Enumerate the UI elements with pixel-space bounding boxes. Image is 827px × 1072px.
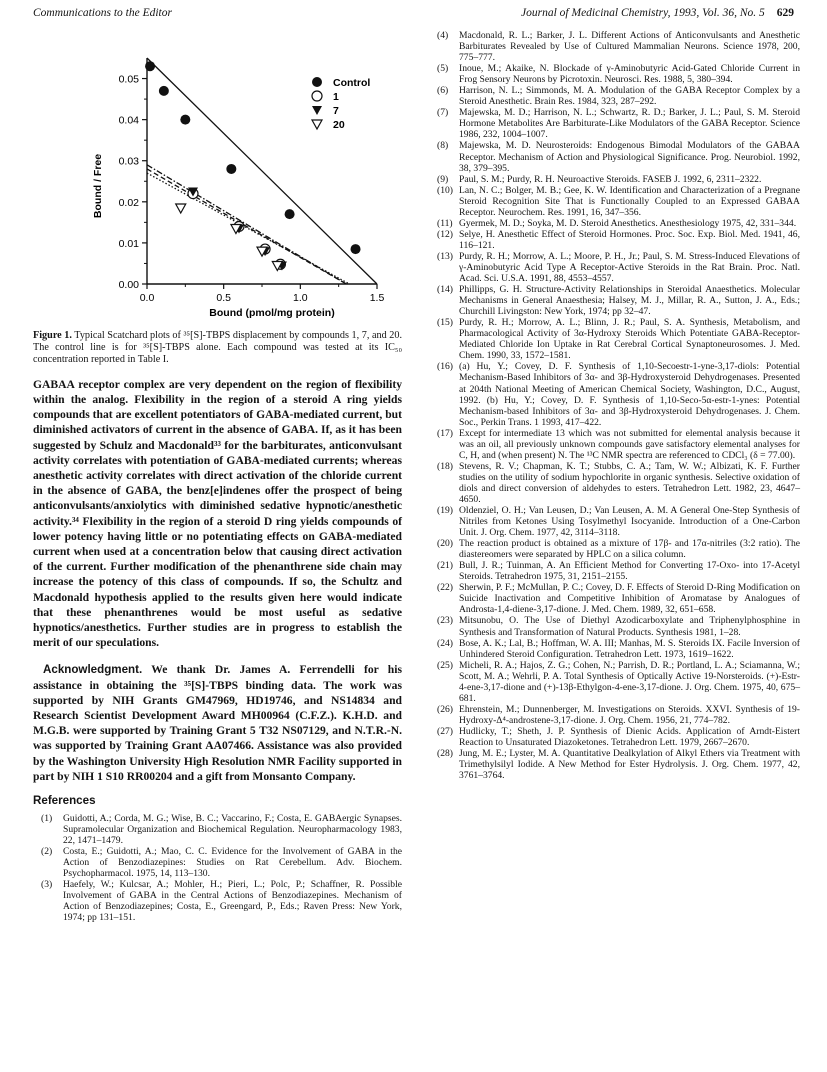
reference-number: (8) xyxy=(437,140,449,152)
reference-number: (16) xyxy=(437,361,453,373)
reference-text: Ehrenstein, M.; Dunnenberger, M. Investigations on Steroids. XXVI. Synthesis of 19-Hydroxy-Δ⁴-androstene-3,17-dione. J. Org. Chem. 1956, 21, 774–782. xyxy=(459,703,800,726)
reference-number: (17) xyxy=(437,427,453,439)
reference-item xyxy=(429,582,800,615)
reference-item xyxy=(33,879,402,923)
y-tick-label: 0.02 xyxy=(118,196,139,209)
reference-text: Oldenziel, O. H.; Van Leusen, D.; Van Leusen, A. M. A General One-Step Synthesis of Nitriles from Ketones Using Tosylmethyl Isocyanide. Introduction of a One-Carbon Unit. J. Org. Chem. 1977, 42, 3114–3118. xyxy=(459,505,800,539)
data-point-control xyxy=(180,115,190,125)
y-axis-label: Bound / Free xyxy=(92,153,104,219)
reference-text: Selye, H. Anesthetic Effect of Steroid Hormones. Proc. Soc. Exp. Biol. Med. 1941, 46, 116–121. xyxy=(459,228,800,251)
data-point-20 xyxy=(176,204,186,213)
legend-label-20: 20 xyxy=(333,119,345,131)
fit-line-20 xyxy=(147,173,349,284)
body-paragraph: GABAA receptor complex are very dependent on the region of flexibility within the analog. Flexibility in the region of a steroid A ring yields compounds that are excellent potentiators of GABA-mediated current, but diminished activators of current in the absence of GABA. If, as it has been suggested by Schulz and Macdonald³³ for the barbiturates, anticonvulsant activity correlates with potentiation of GABA-mediated currents; whereas anesthetic activity correlates with direct activation of the chloride current in the absence of GABA, the benz[e]indenes offer the prospect of being anticonvulsants/anxiolytics with diminished sedative hypnotic/anesthetic activity.³⁴ Flexibility in the region of a steroid D ring yields compounds of lower potency having little or no potentiating effects on GABA-mediated current when used at a concentration below that causing direct activation of the current. Further modification of the phenanthrene side chain may increase the potency of this class of compounds. If so, the Schultz and Macdonald hypothesis applied to the results given here would indicate that these phenanthrenes would be most useful as sedative hypnotics/anesthetics. Further studies are in progress to establish the merit of our speculations. xyxy=(33,377,402,650)
reference-item xyxy=(429,174,800,185)
legend-label-control: Control xyxy=(333,77,371,89)
figure-label: Figure 1. xyxy=(33,330,72,341)
caption-text: Typical Scatchard plots of ³⁵[S]-TBPS displacement by compounds 1, 7, and 20. The control line is for ³⁵[S]-TBPS alone. Each compound was tested at its IC₅₀ concentration reported in Table I. xyxy=(33,330,402,366)
reference-item xyxy=(33,813,402,846)
x-tick-label: 1.0 xyxy=(293,292,308,304)
reference-text: Stevens, R. V.; Chapman, K. T.; Stubbs, C. A.; Tam, W. W.; Albizati, K. F. Further studies on the utility of sodium hypochlorite in organic synthesis. Selective oxidation of diols and direct conversion of aldehydes to esters. Tetrahedron Lett. 1982, 23, 4647–4650. xyxy=(459,460,800,505)
x-tick-label: 0.0 xyxy=(139,292,155,304)
reference-item xyxy=(429,505,800,538)
reference-item xyxy=(429,218,800,229)
references-heading: References xyxy=(33,794,96,808)
legend-label-7: 7 xyxy=(333,105,339,117)
reference-item xyxy=(429,361,800,427)
legend-marker-20 xyxy=(312,120,322,129)
reference-number: (20) xyxy=(437,538,453,550)
page-number: 629 xyxy=(776,7,794,19)
y-tick-label: 0.04 xyxy=(118,114,139,127)
reference-item xyxy=(429,30,800,63)
reference-number: (27) xyxy=(437,725,453,737)
reference-text: Harrison, N. L.; Simmonds, M. A. Modulation of the GABA Receptor Complex by a Steroid Anesthetic. Brain Res. 1984, 323, 287–292. xyxy=(459,85,800,108)
reference-text: Paul, S. M.; Purdy, R. H. Neuroactive Steroids. FASEB J. 1992, 6, 2311–2322. xyxy=(459,173,762,185)
reference-number: (18) xyxy=(437,460,453,472)
reference-item xyxy=(429,140,800,173)
reference-text: Majewska, M. D. Neurosteroids: Endogenous Bimodal Modulators of the GABAA Receptor. Mechanism of Action and Physiological Significance. Prog. Neurobiol. 1992, 38, 379–395. xyxy=(459,140,800,174)
y-tick-label: 0.01 xyxy=(118,237,139,250)
reference-number: (24) xyxy=(437,637,453,649)
reference-number: (28) xyxy=(437,748,453,760)
y-tick-label: 0.05 xyxy=(118,73,139,86)
acknowledgment-heading: Acknowledgment. xyxy=(43,663,143,677)
reference-item xyxy=(429,284,800,317)
reference-number: (14) xyxy=(437,284,453,296)
reference-text: The reaction product is obtained as a mixture of 17β- and 17α-nitriles (3:2 ratio). The diastereomers were separated by HPLC on a silica column. xyxy=(459,538,800,561)
references-list-right xyxy=(429,30,800,781)
legend-marker-1 xyxy=(312,91,322,101)
reference-item xyxy=(429,428,800,461)
journal-name: Journal of Medicinal Chemistry, 1993, Vol. 36, No. 5 xyxy=(521,7,765,19)
running-header xyxy=(33,7,794,23)
reference-item xyxy=(429,461,800,505)
reference-number: (6) xyxy=(437,85,449,97)
reference-text: Guidotti, A.; Corda, M. G.; Wise, B. C.; Vaccarino, F.; Costa, E. GABAergic Synapses. Supramolecular Organization and Biochemical Regulation. Neuropharmacology 1983, 22, 1471–1479. xyxy=(63,813,402,847)
reference-item xyxy=(429,726,800,748)
legend-label-1: 1 xyxy=(333,91,339,103)
figure-1 xyxy=(33,28,402,328)
reference-item xyxy=(429,63,800,85)
reference-item xyxy=(429,748,800,781)
reference-number: (22) xyxy=(437,582,453,594)
reference-text: Costa, E.; Guidotti, A.; Mao, C. C. Evidence for the Involvement of GABA in the Action of Benzodiazepines: Studies on Rat Cerebellum. Adv. Biochem. Psychopharmacol. 1975, 14, 113–130. xyxy=(63,846,402,880)
reference-number: (9) xyxy=(437,173,449,185)
reference-item xyxy=(429,107,800,140)
y-tick-label: 0.00 xyxy=(118,279,139,291)
reference-number: (10) xyxy=(437,184,453,196)
reference-text: Gyermek, M. D.; Soyka, M. D. Steroid Anesthetics. Anesthesiology 1975, 42, 331–344. xyxy=(459,217,797,229)
reference-text: Hudlicky, T.; Sheth, J. P. Synthesis of Dienic Acids. Application of Arndt-Eistert Reaction to Unsaturated Diazoketones. Tetrahedron Lett. 1979, 2667–2670. xyxy=(459,725,800,748)
reference-number: (21) xyxy=(437,560,453,572)
reference-text: Micheli, R. A.; Hajos, Z. G.; Cohen, N.; Parrish, D. R.; Portland, L. A.; Sciamanna, W.; Scott, M. A.; Wehrli, P. A. Total Synthesis of Optically Active 19-Norsteroids. (+)-Estr-4-ene-3,17-dione and (+)-13β-Ethylgon-4-ene-3,17-dione. J. Org. Chem. 1975, 40, 675–681. xyxy=(459,659,800,704)
reference-text: (a) Hu, Y.; Covey, D. F. Synthesis of 1,10-Secoestr-1-yne-3,17-diols: Potential Mechanism-Based Inhibitors of 3α- and 3β-Hydroxysteroid Dehydrogenases. Presented at 204th National Meeting of American Chemical Society, Washington, D.C., August, 1992. (b) Hu, Y.; Covey, D. F. Synthesis of 1,10-Seco-5α-estr-1-ynes: Potential Mechanism-based Inhibitors of 3α- and 3β-Hydroxysteroid Dehydrogenases. J. Chem. Soc., Perkin Trans. 1 1993, 417–422. xyxy=(459,361,800,428)
scatchard-plot xyxy=(33,28,402,328)
reference-item xyxy=(429,85,800,107)
reference-item xyxy=(33,846,402,879)
reference-item xyxy=(429,185,800,218)
reference-number: (4) xyxy=(437,30,449,41)
reference-number: (13) xyxy=(437,250,453,262)
left-column xyxy=(33,28,402,923)
x-tick-label: 0.5 xyxy=(216,292,231,304)
acknowledgment xyxy=(33,662,402,784)
reference-text: Macdonald, R. L.; Barker, J. L. Different Actions of Anticonvulsants and Anesthetic Barbiturates Revealed by Use of Cultured Mammalian Neurons. Science 1978, 200, 775–777. xyxy=(459,30,800,64)
reference-item xyxy=(429,538,800,560)
reference-number: (26) xyxy=(437,703,453,715)
reference-text: Haefely, W.; Kulcsar, A.; Mohler, H.; Pieri, L.; Polc, P.; Schaffner, R. Possible Involvement of GABA in the Central Actions of Benzodiazepines. Mechanism of Action of Benzodiazepines; Costa, E., Greengard, P., Eds.; Raven Press: New York, 1974; pp 131–151. xyxy=(63,879,402,924)
reference-text: Bull, J. R.; Tuinman, A. An Efficient Method for Converting 17-Oxo- into 17-Acetyl Steroids. Tetrahedron 1975, 31, 2151–2155. xyxy=(459,560,800,583)
data-point-control xyxy=(226,164,236,174)
reference-item xyxy=(429,615,800,637)
x-axis-label: Bound (pmol/mg protein) xyxy=(209,307,335,319)
section-title: Communications to the Editor xyxy=(33,7,172,19)
reference-text: Inoue, M.; Akaike, N. Blockade of γ-Aminobutyric Acid-Gated Chloride Current in Frog Sensory Neurons by Picrotoxin. Neurosci. Res. 1988, 5, 380–394. xyxy=(459,63,800,86)
reference-text: Sherwin, P. F.; McMullan, P. C.; Covey, D. F. Effects of Steroid D-Ring Modification on Suicide Inactivation and Competitive Inhibition of Aromatase by Analogues of Androsta-1,4-diene-3,17-dione. J. Med. Chem. 1989, 32, 651–658. xyxy=(459,582,800,616)
reference-item xyxy=(429,229,800,251)
reference-number: (7) xyxy=(437,107,449,119)
reference-number: (15) xyxy=(437,317,453,329)
reference-text: Mitsunobu, O. The Use of Diethyl Azodicarboxylate and Triphenylphosphine in Synthesis and Transformation of Natural Products. Synthesis 1981, 1–28. xyxy=(459,615,800,638)
reference-number: (11) xyxy=(437,217,453,229)
data-point-control xyxy=(159,86,169,96)
reference-number: (1) xyxy=(41,813,53,825)
reference-text: Except for intermediate 13 which was not submitted for elemental analysis because it was an oil, all previously unknown compounds gave satisfactory elemental analyses for C, H, and (when present) N. The ¹³C NMR spectra are referenced to CDCl₃ (δ = 77.00). xyxy=(459,427,800,461)
reference-number: (3) xyxy=(41,879,53,891)
reference-text: Majewska, M. D.; Harrison, N. L.; Schwartz, R. D.; Barker, J. L.; Paul, S. M. Steroid Hormone Metabolites Are Barbiturate-Like Modulators of the GABA Receptor. Science 1986, 232, 1004–1007. xyxy=(459,107,800,141)
figure-caption xyxy=(33,330,402,367)
legend-marker-control xyxy=(312,77,322,87)
reference-item xyxy=(429,560,800,582)
reference-item xyxy=(429,251,800,284)
legend-marker-7 xyxy=(312,106,322,115)
right-column xyxy=(429,30,800,781)
reference-number: (12) xyxy=(437,228,453,240)
data-point-control xyxy=(145,61,155,71)
data-point-control xyxy=(351,244,361,254)
reference-text: Purdy, R. H.; Morrow, A. L.; Blinn, J. R.; Paul, S. A. Synthesis, Metabolism, and Pharmacological Activity of 3α-Hydroxy Steroids Which Potentiate GABA-Receptor-Mediated Chloride Ion Uptake in Rat Cerebral Cortical Synaptoneurosomes. J. Med. Chem. 1990, 33, 1572–1581. xyxy=(459,317,800,362)
y-tick-label: 0.03 xyxy=(118,155,139,168)
reference-item xyxy=(429,704,800,726)
reference-number: (2) xyxy=(41,846,53,858)
reference-number: (23) xyxy=(437,615,453,627)
reference-text: Bose, A. K.; Lal, B.; Hoffman, W. A. III; Manhas, M. S. Steroids IX. Facile Inversion of Unhindered Steroid Configuration. Tetrahedron Lett. 1973, 1619–1622. xyxy=(459,637,800,660)
acknowledgment-text: We thank Dr. James A. Ferrendelli for his assistance in obtaining the ³⁵[S]-TBPS binding data. The work was supported by NIH Grants GM47969, HD19746, and NS14834 and Research Scientist Development Award MH00964 (C.F.Z.). K.H.D. and M.G.B. were supported by Training Grant 5 T32 NS07129, and N.T.R.-N. was supported by Training Grant AA07466. Assistance was also provided by the Washington University High Resolution NMR Facility supported in part by NIH 1 S10 RR00204 and a gift from Monsanto Company. xyxy=(33,663,402,783)
reference-text: Lan, N. C.; Bolger, M. B.; Gee, K. W. Identification and Characterization of a Pregnane Steroid Recognition Site That is Functionally Coupled to an Expressed GABAA Receptor. Neurochem. Res. 1991, 16, 347–356. xyxy=(459,184,800,218)
journal-citation xyxy=(521,7,794,19)
reference-number: (19) xyxy=(437,505,453,517)
reference-item xyxy=(429,317,800,361)
data-point-control xyxy=(285,209,295,219)
reference-text: Purdy, R. H.; Morrow, A. L.; Moore, P. H., Jr.; Paul, S. M. Stress-Induced Elevations of γ-Aminobutyric Acid Type A Receptor-Active Steroids in the Rat Brain. Proc. Natl. Acad. Sci. U.S.A. 1991, 88, 4553–4557. xyxy=(459,250,800,285)
reference-text: Jung, M. E.; Lyster, M. A. Quantitative Dealkylation of Alkyl Ethers via Treatment with Trimethylsilyl Iodide. A New Method for Ester Hydrolysis. J. Org. Chem. 1977, 42, 3761–3764. xyxy=(459,748,800,782)
reference-item xyxy=(429,638,800,660)
reference-text: Phillipps, G. H. Structure-Activity Relationships in Steroidal Anaesthetics. Molecular Mechanisms in General Anaesthesia; Halsey, M. J., Millar, R. A., Sutton, J. A., Eds.; Churchill Livingston: New York, 1974; pp 32–47. xyxy=(459,284,800,318)
reference-number: (25) xyxy=(437,659,453,671)
reference-number: (5) xyxy=(437,63,449,75)
references-list-left xyxy=(33,813,402,923)
reference-item xyxy=(429,660,800,704)
x-tick-label: 1.5 xyxy=(369,292,385,304)
